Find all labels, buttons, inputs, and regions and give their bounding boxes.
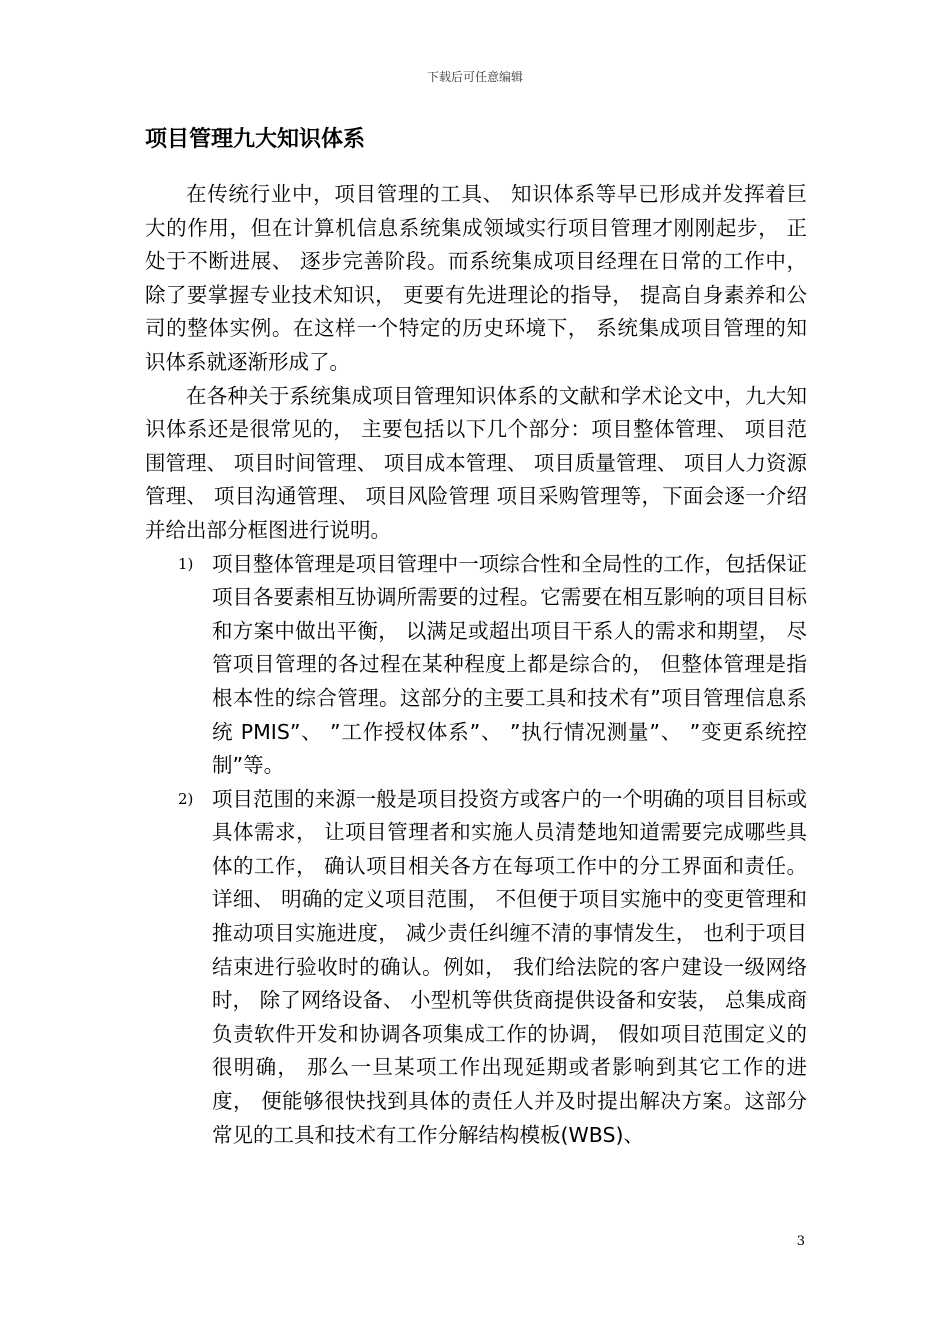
page-number: 3 bbox=[796, 1234, 805, 1249]
list-marker: 2) bbox=[178, 789, 194, 808]
paragraph-overview: 在各种关于系统集成项目管理知识体系的文献和学术论文中，九大知识体系还是很常见的， 主要包括以下几个部分：项目整体管理、 项目范围管理、 项目时间管理、 项目成本管理、 项目质量管理、 项目人力资源管理、 项目沟通管理、 项目风险管理 项目采购管理等，下面会逐一介绍并给出部分框图进行说明。 bbox=[145, 383, 807, 542]
document-body bbox=[145, 178, 807, 1152]
document-title: 项目管理九大知识体系 bbox=[145, 127, 366, 152]
page-header: 下载后可任意编辑 bbox=[426, 70, 523, 84]
list-item bbox=[145, 548, 807, 783]
list-item-text: 项目范围的来源一般是项目投资方或客户的一个明确的项目目标或具体需求， 让项目管理者和实施人员清楚地知道需要完成哪些具体的工作， 确认项目相关各方在每项工作中的分工界面和责任。详细、 明确的定义项目范围， 不但便于项目实施中的变更管理和推动项目实施进度， 减少责任纠缠不清的事情发生， 也利于项目结束进行验收时的确认。例如， 我们给法院的客户建设一级网络时， 除了网络设备、 小型机等供货商提供设备和安装， 总集成商负责软件开发和协调各项集成工作的协调， 假如项目范围定义的很明确， 那么一旦某项工作出现延期或者影响到其它工作的进度， 便能够很快找到具体的责任人并及时提出解决方案。这部分常见的工具和技术有工作分解结构模板(WBS)、 bbox=[212, 786, 807, 1147]
paragraph-intro: 在传统行业中，项目管理的工具、 知识体系等早已形成并发挥着巨大的作用，但在计算机信息系统集成领域实行项目管理才刚刚起步， 正处于不断进展、 逐步完善阶段。而系统集成项目经理在日常的工作中， 除了要掌握专业技术知识， 更要有先进理论的指导， 提高自身素养和公司的整体实例。在这样一个特定的历史环境下， 系统集成项目管理的知识体系就逐渐形成了。 bbox=[145, 182, 807, 374]
list-item bbox=[145, 783, 807, 1153]
list-marker: 1) bbox=[178, 554, 194, 573]
list-item-text: 项目整体管理是项目管理中一项综合性和全局性的工作，包括保证项目各要素相互协调所需要的过程。它需要在相互影响的项目目标和方案中做出平衡， 以满足或超出项目干系人的需求和期望， 尽管项目管理的各过程在某种程度上都是综合的， 但整体管理是指根本性的综合管理。这部分的主要工具和技术有”项目管理信息系统 PMIS”、 ”工作授权体系”、 ”执行情况测量”、 ”变更系统控制”等。 bbox=[212, 551, 807, 778]
knowledge-area-list bbox=[145, 548, 807, 1153]
